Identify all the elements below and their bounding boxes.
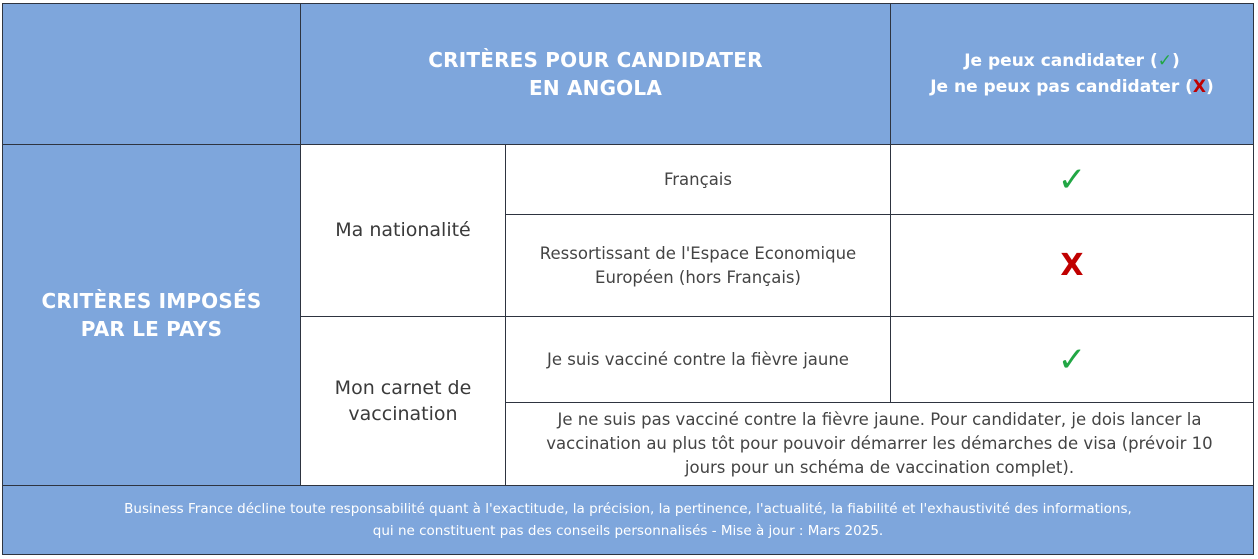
legend-can-apply bbox=[930, 48, 1214, 74]
vaccination-label-line1: Mon carnet de bbox=[334, 377, 472, 399]
option-french bbox=[505, 144, 891, 215]
check-icon: ✓ bbox=[1057, 159, 1087, 200]
vaccination-label bbox=[300, 316, 506, 486]
result-french bbox=[890, 144, 1254, 215]
header-title-line1: CRITÈRES POUR CANDIDATER bbox=[428, 48, 763, 72]
header-legend bbox=[890, 3, 1254, 145]
option-vaccinated-text: Je suis vacciné contre la fièvre jaune bbox=[547, 349, 849, 369]
header-criteria-title bbox=[300, 3, 891, 145]
legend-check-icon: ✓ bbox=[1157, 51, 1172, 71]
legend-can-apply-close: ) bbox=[1171, 51, 1180, 71]
footer-line2: qui ne constituent pas des conseils personnalisés - Mise à jour : Mars 2025. bbox=[372, 523, 884, 539]
nationality-label bbox=[300, 144, 506, 317]
legend-cannot-apply-close: ) bbox=[1206, 77, 1214, 97]
check-icon: ✓ bbox=[1057, 339, 1087, 380]
option-french-text: Français bbox=[663, 169, 732, 189]
nationality-label-text: Ma nationalité bbox=[335, 219, 471, 241]
side-title-line1: CRITÈRES IMPOSÉS bbox=[41, 289, 262, 313]
result-eee bbox=[890, 214, 1254, 317]
side-title-line2: PAR LE PAYS bbox=[80, 317, 223, 341]
footer-line1: Business France décline toute responsabilité quant à l'exactitude, la précision, la pertinence, l'actualité, la fiabilité et l'exhaustivité des informations, bbox=[124, 501, 1132, 517]
cross-icon: X bbox=[1060, 247, 1084, 283]
legend-cannot-apply bbox=[930, 74, 1214, 100]
not-vaccinated-line3: jours pour un schéma de vaccination complet). bbox=[684, 458, 1075, 477]
disclaimer-footer bbox=[2, 485, 1254, 555]
option-eee-line2: Européen (hors Français) bbox=[595, 267, 801, 287]
header-title-line2: EN ANGOLA bbox=[528, 76, 663, 100]
criteria-table bbox=[2, 3, 1254, 555]
header-empty-cell bbox=[2, 3, 301, 145]
result-vaccinated bbox=[890, 316, 1254, 403]
legend-cross-icon: X bbox=[1192, 77, 1207, 97]
option-not-vaccinated bbox=[505, 402, 1254, 486]
legend-cannot-apply-text: Je ne peux pas candidater ( bbox=[930, 77, 1193, 97]
option-eee bbox=[505, 214, 891, 317]
legend-can-apply-text: Je peux candidater ( bbox=[964, 51, 1158, 71]
not-vaccinated-line2: vaccination au plus tôt pour pouvoir démarrer les démarches de visa (prévoir 10 bbox=[546, 434, 1213, 453]
vaccination-label-line2: vaccination bbox=[348, 403, 458, 425]
not-vaccinated-line1: Je ne suis pas vacciné contre la fièvre jaune. Pour candidater, je dois lancer la bbox=[557, 410, 1202, 429]
side-criteria-title bbox=[2, 144, 301, 486]
option-eee-line1: Ressortissant de l'Espace Economique bbox=[539, 243, 857, 263]
option-vaccinated bbox=[505, 316, 891, 403]
